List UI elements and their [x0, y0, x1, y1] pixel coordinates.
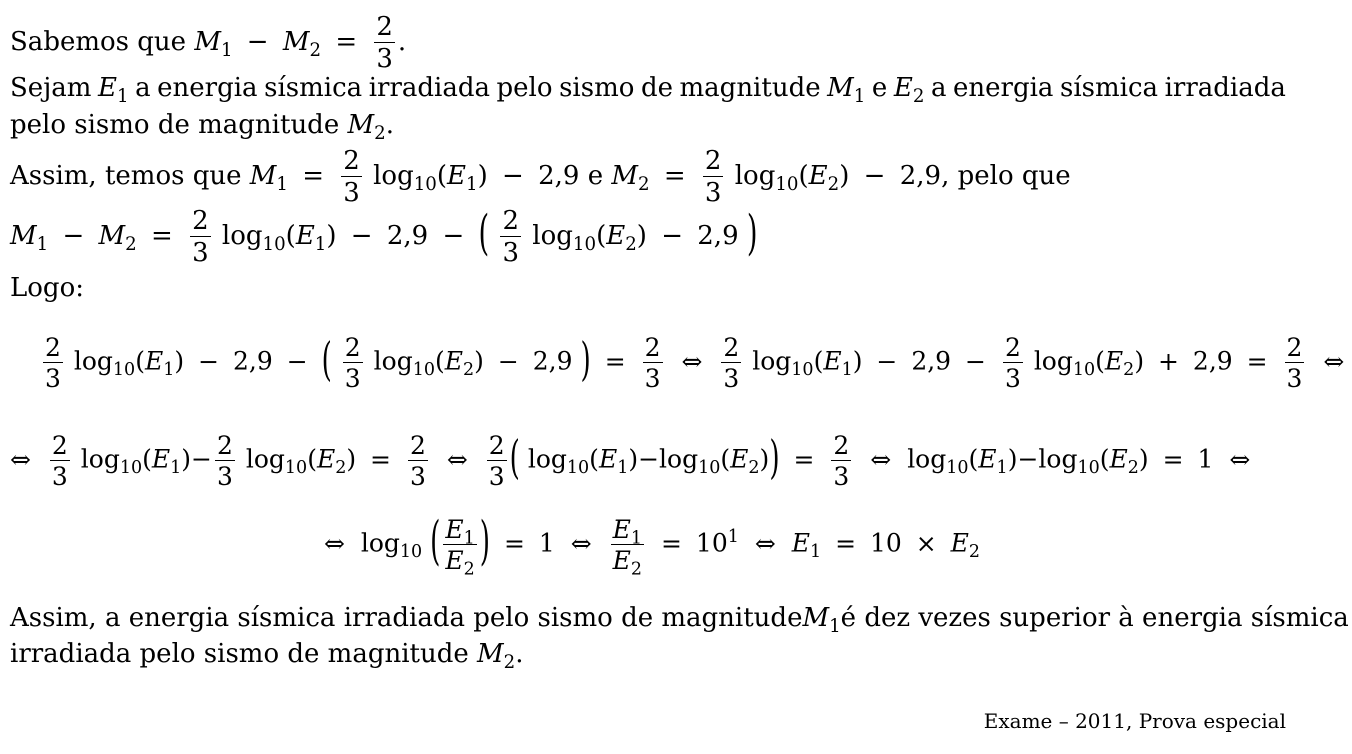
sub: 1: [617, 458, 629, 479]
word: energia: [157, 73, 258, 103]
one: 1: [538, 528, 555, 558]
den: $E_2$: [612, 546, 643, 580]
num: 2: [644, 333, 661, 362]
minus: −: [286, 346, 308, 376]
text: Assim, a energia sísmica irradiada pelo sismo de magnitude: [10, 603, 803, 633]
minus: −: [497, 346, 519, 376]
den: 3: [502, 238, 520, 268]
sub: 2: [335, 458, 347, 479]
word: a: [135, 73, 151, 103]
minus: −: [1017, 444, 1039, 474]
sub: 2: [968, 542, 981, 563]
iff: ⇔: [681, 346, 703, 376]
iff: ⇔: [570, 528, 592, 558]
log: log: [734, 161, 776, 191]
e2: E: [1109, 444, 1128, 474]
num: 2: [343, 146, 360, 176]
definition-line-1: [10, 73, 1286, 107]
exp: 1: [727, 526, 739, 547]
e2: E: [606, 221, 626, 251]
log: log: [360, 528, 400, 558]
den: 3: [644, 364, 661, 393]
e2: E: [808, 161, 828, 191]
num: 2: [723, 333, 740, 362]
sub: 1: [996, 458, 1008, 479]
minus: −: [502, 161, 524, 191]
base: 10: [1077, 458, 1100, 479]
equation-step-1: $\frac{2}{3}$ $\log_{10}(E_1) - 2,9$ − ( $\frac{2}{3}$ $\log_{10}(E_2) - 2,9$ ) = $\frac{2}{3}$ ⇔ $\frac{2}{3}$ $\log_{10}(E_1) - 2,9$ − $\frac{2}{3}$ $\log_{10}(E_2) + 2,9$ = $\frac{2}{3}$ ⇔: [45, 333, 1345, 393]
text: Assim, temos que: [10, 161, 242, 191]
text: , pelo que: [941, 161, 1071, 191]
e1: E: [978, 444, 997, 474]
e1: E: [598, 444, 618, 474]
base: 10: [399, 542, 423, 563]
ten: 10: [869, 528, 902, 558]
equals-sign: =: [335, 27, 358, 57]
num: 2: [488, 431, 505, 460]
sub: 2: [625, 233, 637, 255]
frac: [643, 335, 663, 391]
fraction-two-thirds: [374, 14, 395, 72]
minus: −: [442, 221, 465, 251]
frac: [50, 433, 70, 489]
log: log: [80, 444, 120, 474]
sub: 1: [809, 542, 822, 563]
e1: E: [823, 346, 842, 376]
word: energia: [953, 73, 1054, 103]
den: 3: [344, 364, 361, 393]
log: log: [1033, 346, 1073, 376]
iff: ⇔: [870, 444, 892, 474]
conclusion-line-2: [10, 639, 524, 673]
frac: [721, 335, 741, 391]
den: 3: [343, 178, 360, 208]
eq: =: [835, 528, 857, 558]
iff: ⇔: [754, 528, 776, 558]
const: 2,9: [532, 346, 573, 376]
word: sísmica: [264, 73, 363, 103]
m2-symbol: M: [477, 639, 504, 669]
sub: 2: [463, 360, 475, 381]
base: 10: [413, 173, 437, 195]
eq: =: [151, 221, 173, 251]
equation-step-3: [10, 512, 1286, 580]
known-difference-line: [10, 14, 406, 72]
base: 10: [775, 173, 799, 195]
one: 1: [1197, 444, 1214, 474]
right-paren: ): [746, 207, 758, 262]
logo-line: [10, 275, 84, 301]
const: 2,9: [232, 346, 273, 376]
left-paren: (: [509, 432, 520, 485]
m1-symbol: M: [194, 27, 221, 57]
base: 10: [262, 233, 286, 255]
sub: 1: [36, 233, 49, 255]
text: pelo sismo de magnitude: [10, 110, 340, 140]
iff: ⇔: [446, 444, 468, 474]
log: log: [907, 444, 947, 474]
period: .: [385, 110, 394, 140]
eq: =: [793, 444, 815, 474]
minus: −: [965, 346, 986, 376]
eq: =: [1246, 346, 1268, 376]
eq: =: [1162, 444, 1184, 474]
const: 2,9: [538, 161, 580, 191]
source-citation: Exame – 2011, Prova especial: [983, 709, 1286, 733]
num: 2: [344, 333, 361, 362]
eq: =: [661, 528, 682, 558]
word: pelo: [496, 73, 553, 103]
minus-sign: −: [246, 27, 269, 57]
den: 3: [1004, 364, 1021, 393]
den: 3: [488, 462, 505, 491]
sub: 2: [1127, 458, 1139, 479]
const: 2,9: [386, 221, 429, 251]
iff: ⇔: [1229, 444, 1251, 474]
eq: =: [604, 346, 626, 376]
base: 10: [284, 458, 308, 479]
log: log: [527, 444, 567, 474]
text: irradiada pelo sismo de magnitude: [10, 639, 469, 669]
e2: E: [950, 528, 969, 558]
base: 10: [112, 360, 136, 381]
sub: 2: [309, 39, 322, 61]
num: $E_1$: [612, 515, 643, 549]
m2-symbol: M: [282, 27, 310, 57]
den: 3: [409, 462, 426, 491]
e2: E: [444, 346, 464, 376]
known-text: Sabemos que: [10, 27, 187, 57]
num: 2: [51, 431, 68, 460]
e1: E: [791, 528, 810, 558]
const: 2,9: [697, 221, 739, 251]
period: .: [397, 27, 407, 57]
e1: E: [144, 346, 164, 376]
log: log: [221, 221, 263, 251]
minus: −: [863, 161, 886, 191]
minus: −: [191, 444, 212, 474]
difference-expression-line: $M_1 - M_2$ = $\frac{2}{3}$ $\log_{10}(E_1) - 2,9$ − ( $\frac{2}{3}$ $\log_{10}(E_2) - 2,9$ ): [10, 206, 758, 268]
num: 2: [409, 431, 426, 460]
frac: [343, 335, 363, 391]
e1-symbol: $E_1$: [97, 73, 129, 107]
e1: E: [447, 161, 467, 191]
eq: =: [370, 444, 391, 474]
base: 10: [572, 233, 597, 255]
eq: =: [504, 528, 525, 558]
minus: −: [198, 346, 220, 376]
frac: [215, 433, 235, 489]
ratio-frac: [443, 515, 476, 580]
right-paren: ): [580, 334, 591, 387]
plus: +: [1158, 346, 1179, 376]
sub: 1: [276, 173, 288, 195]
sub: 2: [503, 651, 516, 673]
definition-line-2: [10, 110, 394, 144]
log: log: [373, 161, 414, 191]
left-paren: (: [430, 512, 441, 573]
word: e: [871, 73, 888, 103]
const: 2,9: [911, 346, 952, 376]
left-paren: (: [478, 207, 490, 262]
log: log: [245, 444, 285, 474]
log: log: [73, 346, 113, 376]
den: 3: [376, 44, 393, 74]
eq: =: [663, 161, 686, 191]
den: 3: [51, 462, 68, 491]
base: 10: [119, 458, 143, 479]
den: 3: [45, 364, 61, 393]
sub: 1: [314, 233, 327, 255]
sub: 2: [638, 173, 650, 195]
num: 2: [833, 431, 850, 460]
e1: E: [151, 444, 171, 474]
ratio-frac: [611, 515, 644, 580]
iff: ⇔: [1323, 346, 1345, 376]
sub: 2: [125, 233, 137, 255]
ten: 10: [695, 528, 728, 558]
frac: [1285, 335, 1305, 391]
num: $E_1$: [445, 515, 475, 549]
const: 2,9: [899, 161, 942, 191]
word: a: [930, 73, 947, 103]
word: irradiada: [368, 73, 490, 103]
left-paren: (: [321, 334, 332, 387]
num: 2: [192, 206, 209, 236]
frac: [500, 208, 521, 266]
sub: 1: [841, 360, 853, 381]
sub: 1: [220, 39, 233, 61]
e2-symbol: $E_2$: [893, 73, 925, 107]
sub: 1: [170, 458, 182, 479]
base: 10: [698, 458, 721, 479]
den: 3: [216, 462, 233, 491]
base: 10: [946, 458, 969, 479]
e1: E: [295, 221, 315, 251]
den: $E_2$: [445, 546, 475, 580]
log: log: [659, 444, 699, 474]
num: 2: [376, 12, 393, 42]
log: log: [373, 346, 413, 376]
times: ×: [915, 528, 937, 558]
den: 3: [723, 364, 740, 393]
num: 2: [1004, 333, 1021, 362]
m2: M: [611, 161, 638, 191]
minus: −: [62, 221, 85, 251]
iff: ⇔: [323, 528, 345, 558]
magnitude-formulas-line: Assim, temos que $M_1$ = $\frac{2}{3}$ $\log_{10}(E_1) - 2,9$ e $M_2$ = $\frac{2}{3}$ $\log_{10}(E_2) - 2,9$, pelo que: [10, 146, 1071, 208]
m1-symbol: $M_1$: [802, 603, 841, 637]
e2: E: [316, 444, 336, 474]
frac: [190, 208, 211, 266]
sub: 1: [163, 360, 175, 381]
frac: [1003, 335, 1023, 391]
num: 2: [216, 431, 233, 460]
word: sismo: [559, 73, 635, 103]
const: 2,9: [1192, 346, 1233, 376]
den: 3: [833, 462, 850, 491]
sub: 2: [827, 173, 840, 195]
right-paren: ): [479, 512, 491, 573]
minus: −: [638, 444, 660, 474]
num: 2: [502, 206, 520, 236]
equation-step-2: ⇔ $\frac{2}{3}$ $\log_{10}(E_1)-$ $\frac{2}{3}$ $\log_{10}(E_2)$ = $\frac{2}{3}$ ⇔ $\frac{2}{3}$ ( $\log_{10}(E_1)-\log_{10}(E_2)$) = $\frac{2}{3}$ ⇔ $\log_{10}(E_1)-\log_{10}(E_2) = 1$ ⇔: [10, 431, 1251, 491]
frac: [408, 433, 428, 489]
log: log: [532, 221, 573, 251]
m1: M: [10, 221, 37, 251]
word: Sejam: [10, 73, 92, 103]
frac: [341, 148, 362, 206]
word: magnitude: [679, 73, 821, 103]
text: Logo:: [10, 273, 84, 303]
num: 2: [704, 146, 722, 176]
den: 3: [192, 238, 209, 268]
text: e: [587, 161, 604, 191]
base: 10: [566, 458, 590, 479]
den: 3: [1286, 364, 1303, 393]
frac: [43, 335, 63, 391]
iff: ⇔: [10, 444, 31, 474]
sub: 1: [466, 173, 478, 195]
m1: M: [249, 161, 277, 191]
sub: 2: [374, 122, 386, 144]
conclusion-line-1: [10, 603, 1349, 637]
right-paren: ): [769, 432, 780, 485]
base: 10: [412, 360, 435, 381]
e2: E: [1104, 346, 1124, 376]
log: log: [1038, 444, 1078, 474]
minus: −: [876, 346, 898, 376]
minus: −: [350, 221, 373, 251]
sub: 2: [1123, 360, 1135, 381]
period: .: [515, 639, 524, 669]
num: 2: [1286, 333, 1303, 362]
frac: [487, 433, 507, 489]
frac: [831, 433, 851, 489]
minus: −: [661, 221, 683, 251]
base: 10: [1072, 360, 1096, 381]
text: é dez vezes superior à energia sísmica: [840, 603, 1349, 633]
num: 2: [45, 333, 61, 362]
m1-symbol: $M_1$: [827, 73, 866, 107]
word: de: [640, 73, 673, 103]
log: log: [752, 346, 792, 376]
m2: M: [98, 221, 126, 251]
den: 3: [704, 178, 722, 208]
e2: E: [730, 444, 749, 474]
m2-symbol: M: [347, 110, 375, 140]
eq: =: [302, 161, 325, 191]
base: 10: [791, 360, 814, 381]
word: sísmica: [1059, 73, 1159, 103]
word: irradiada: [1164, 73, 1286, 103]
sub: 2: [748, 458, 760, 479]
frac: [703, 148, 724, 206]
